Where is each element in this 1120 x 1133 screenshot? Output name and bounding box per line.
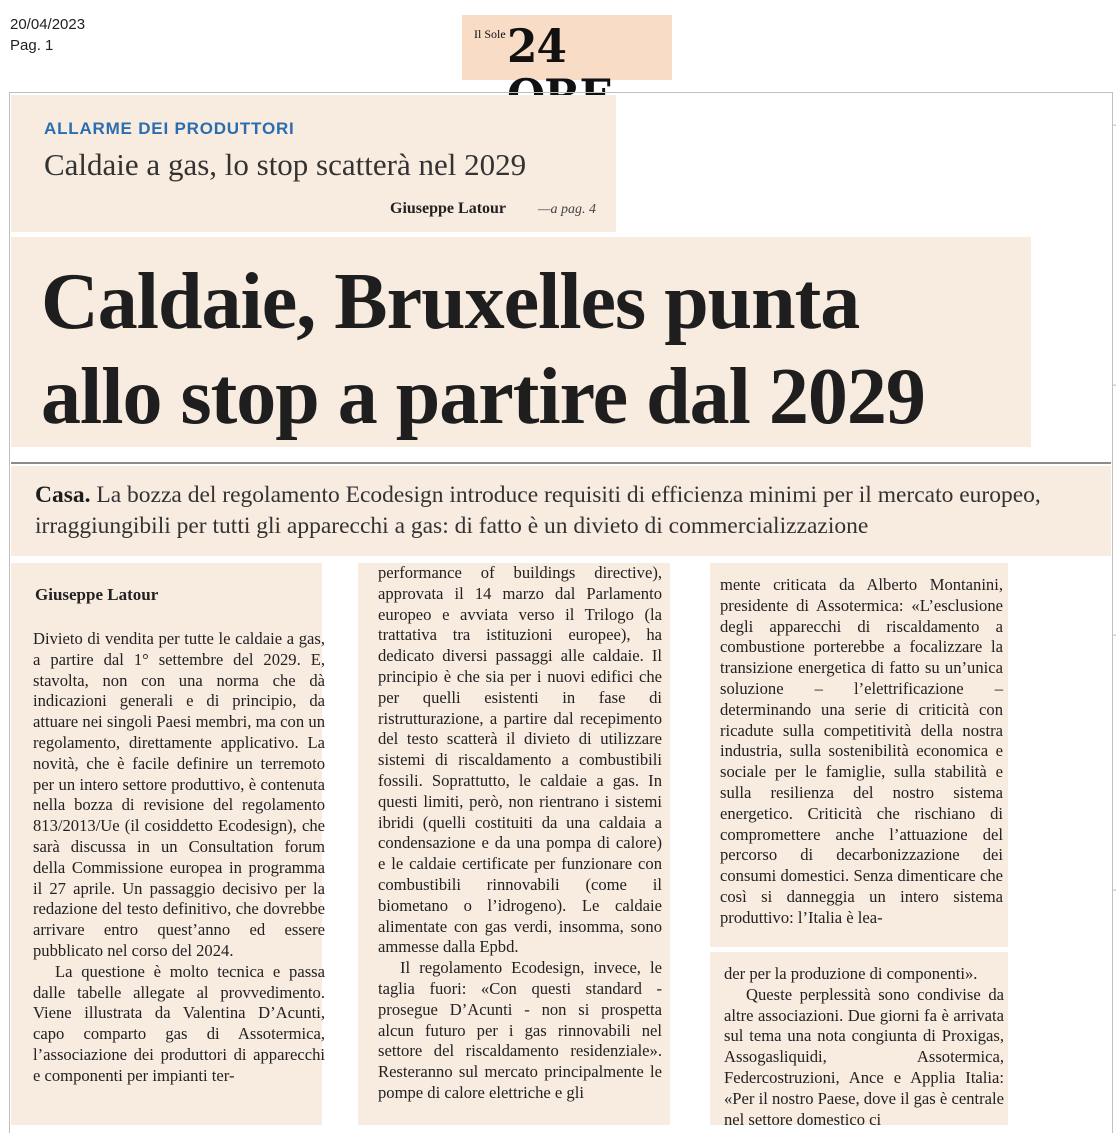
article-column-3-top	[710, 563, 1008, 947]
headline	[41, 255, 925, 445]
article-column-2	[358, 563, 670, 1125]
teaser-kicker: ALLARME DEI PRODUTTORI	[44, 119, 295, 138]
summary-body: La bozza del regolamento Ecodesign introduce requisiti di efficienza minimi per il mercato europeo, irraggiungibili per tutti gli apparecchi a gas: di fatto è un divieto di commercializzazione	[35, 482, 1041, 539]
teaser-byline: Giuseppe Latour	[390, 200, 507, 217]
divider	[11, 462, 1111, 464]
newspaper-logo	[462, 15, 672, 80]
paragraph: mente criticata da Alberto Montanini, presidente di Assotermica: «L’esclusione degli apparecchi di riscaldamento a combustione porterebbe a focalizzare la transizione energetica di fatto su un’unica soluzione – l’elettrificazione – determinando una serie di criticità con ricadute sulla competitività della nostra industria, sulla sostenibilità economica e sociale per le famiglie, sulla stabilità e sulla resilienza del nostro sistema energetico. Criticità che rischiano di compromettere anche l’attuazione del percorso di decarbonizzazione dei consumi domestici. Senza dimenticare che così si danneggia un intero sistema produttivo: l’Italia è lea-	[720, 575, 1003, 927]
crop-mark: -	[1113, 885, 1117, 896]
paragraph: Il regolamento Ecodesign, invece, le taglia fuori: «Con questi standard - prosegue D’Acunti - non si prospetta alcun futuro per i gas rinnovabili nel settore del riscaldamento residenziale». Resteranno sul mercato principalmente le pompe di calore elettriche e gli	[378, 958, 662, 1102]
headline-line-1: Caldaie, Bruxelles punta	[41, 258, 860, 346]
summary-box	[11, 466, 1111, 556]
logo-small-text: Il Sole	[474, 27, 506, 41]
paragraph: Divieto di vendita per tutte le caldaie a gas, a partire dal 1° settembre del 2029. E, stavolta, non con una norma che dà indicazioni generali e di principio, da attuare nei singoli Paesi membri, ma con un regolamento, direttamente applicativo. La novità, che è facile definire un terremoto per un intero settore produttivo, è contenuta nella bozza di revisione del regolamento 813/2013/Ue (il cosiddetto Ecodesign), che sarà discussa in un Consultation forum della Commissione europea in programma il 27 aprile. Un passaggio decisivo per la redazione del testo definitivo, che dovrebbe arrivare entro quest’anno ed essere pubblicato nel corso del 2024.	[33, 629, 325, 960]
crop-mark: -	[1113, 380, 1117, 391]
logo-big-text: 24	[507, 19, 566, 73]
edition-date: 20/04/2023	[10, 16, 86, 33]
crop-mark: -	[1113, 120, 1117, 131]
summary-text	[35, 480, 1105, 542]
crop-mark: -	[1113, 630, 1117, 641]
article-column-1	[11, 563, 325, 1125]
paragraph: der per la produzione di componenti».	[724, 964, 978, 983]
paragraph: Queste perplessità sono condivise da altre associazioni. Due giorni fa è arrivata sul tema una nota congiunta di Proxigas, Assogasliquidi, Assotermica, Federcostruzioni, Ance e Applia Italia: «Per il nostro Paese, dove il gas è centrale nel settore domestico ci	[724, 984, 1004, 1129]
summary-lead: Casa.	[35, 482, 91, 508]
page-number: Pag. 1	[10, 37, 54, 54]
teaser-title: Caldaie a gas, lo stop scatterà nel 2029	[44, 147, 527, 182]
headline-box	[11, 237, 1031, 447]
headline-line-2: allo stop a partire dal 2029	[41, 353, 925, 441]
paragraph: La questione è molto tecnica e passa dalle tabelle allegate al provvedimento. Viene illustrata da Valentina D’Acunti, capo comparto gas di Assotermica, l’associazione dei produttori di apparecchi e componenti per impianti ter-	[33, 961, 325, 1085]
article-column-3-bottom	[710, 952, 1008, 1129]
paragraph: performance of buildings directive), approvata il 14 marzo dal Parlamento europeo e avviata verso il Trilogo (la trattativa tra istituzioni europee), ha dedicato diversi passaggi alle caldaie. Il principio è che sia per i nuovi edifici che per quelli esistenti in fase di ristrutturazione, a partire dal recepimento del testo scatterà il divieto di utilizzare sistemi di riscaldamento a combustibili fossili. Soprattutto, le caldaie a gas. In questi limiti, però, non rientrano i sistemi ibridi (quelli costituiti da una caldaia a condensazione e da una pompa di calore) e le caldaie certificate per funzionare con combustibili rinnovabili (come il biometano o l’idrogeno). Le caldaie alimentate con gas verdi, insomma, sono ammesse dalla Epbd.	[378, 563, 662, 957]
article-byline: Giuseppe Latour	[35, 585, 159, 604]
teaser-page-ref: —a pag. 4	[538, 202, 596, 217]
